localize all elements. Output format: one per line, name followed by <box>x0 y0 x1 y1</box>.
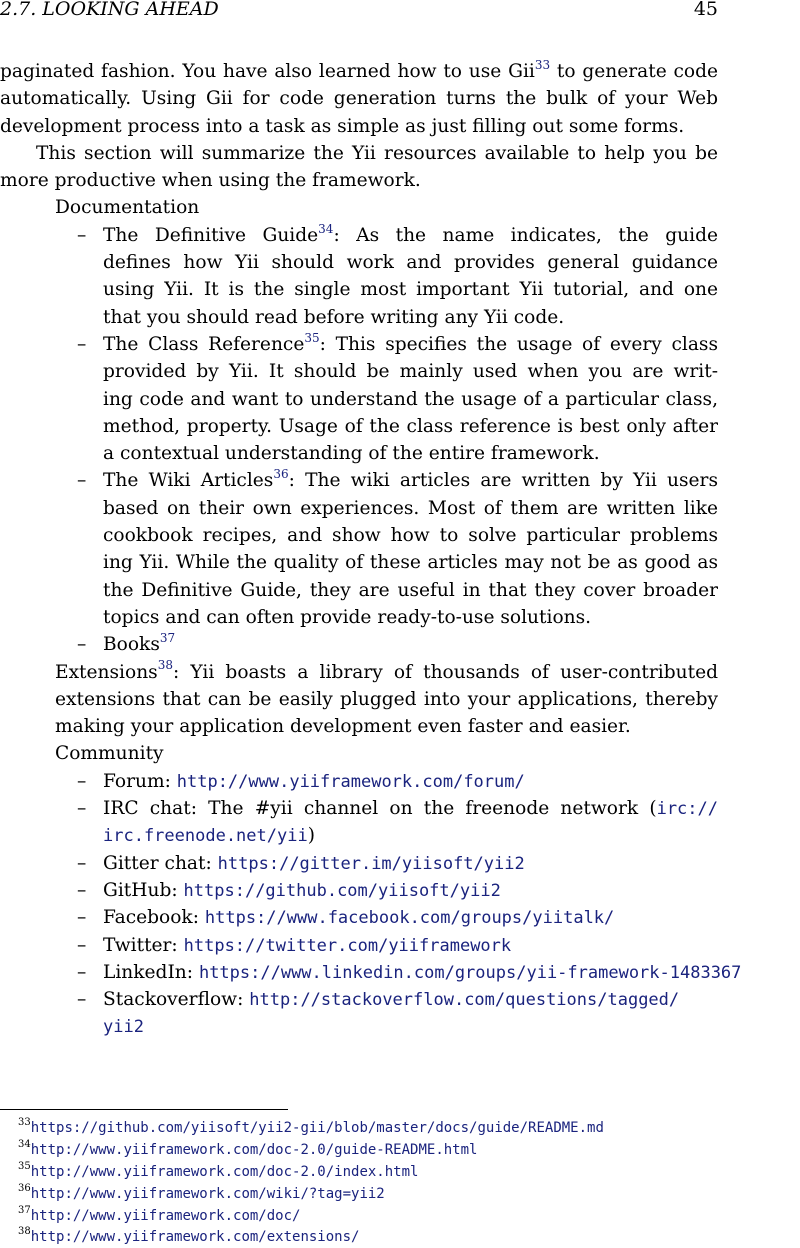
irc-link-continued[interactable]: irc.freenode.net/yii <box>103 826 308 847</box>
documentation-heading: Documentation <box>55 197 200 219</box>
page-header <box>0 0 720 22</box>
forum-link[interactable]: http://www.yiiframework.com/forum/ <box>176 771 525 792</box>
twitter-link[interactable]: https://twitter.com/yiiframework <box>183 935 512 956</box>
footnote-ref-35[interactable]: 35 <box>304 330 320 345</box>
extensions-paragraph: Extensions$^{38}$: Yii boasts a library of thousands of user-contributed extensions that can be easily plugged into your applications, thereby making your application development even faster and easier. <box>55 658 718 738</box>
linkedin-link[interactable]: https://www.linkedin.com/groups/yii-framework-1483367 <box>198 962 742 983</box>
intro-line: more productive when using the framework. <box>0 170 421 192</box>
footnote-ref-36[interactable]: 36 <box>273 467 289 482</box>
footnote-link[interactable]: http://www.yiiframework.com/doc-2.0/guide-README.html <box>30 1142 478 1158</box>
list-dash: – <box>77 333 87 355</box>
footnote-link[interactable]: https://github.com/yiisoft/yii2-gii/blob/master/docs/guide/README.md <box>30 1120 604 1136</box>
footnote-ref-37[interactable]: 37 <box>159 631 176 646</box>
linkedin-item: – LinkedIn: https://www.linkedin.com/groups/yii-framework-1483367 <box>0 959 718 986</box>
list-dash: – <box>77 934 87 956</box>
list-dash: – <box>77 798 87 820</box>
list-dash: – <box>77 470 87 492</box>
github-link[interactable]: https://github.com/yiisoft/yii2 <box>183 880 501 901</box>
gitter-link[interactable]: https://gitter.im/yiisoft/yii2 <box>217 853 525 874</box>
list-dash: – <box>77 961 87 983</box>
footnote-35: $^{35}$http://www.yiiframework.com/doc-2.0/index.html <box>18 1161 419 1180</box>
footnote-33: $^{33}$https://github.com/yiisoft/yii2-gii/blob/master/docs/guide/README.md <box>18 1117 604 1136</box>
running-header-section: 2.7. LOOKING AHEAD <box>0 0 219 20</box>
page-number: 45 <box>693 0 718 20</box>
stackoverflow-link-continued[interactable]: yii2 <box>103 1017 144 1038</box>
forum-item: – Forum: http://www.yiiframework.com/forum/ <box>0 768 718 795</box>
guide-item: – The Definitive Guide$^{34}$: As the name indicates, the guide defines how Yii should work and provides general guidance using Yii. It is the single most important Yii tutorial, and one that you should read before writing any Yii code. <box>77 221 718 328</box>
footnote-37: $^{37}$http://www.yiiframework.com/doc/ <box>18 1205 301 1224</box>
irc-item: – IRC chat: The #yii channel on the freenode network (irc:// irc.freenode.net/yii) <box>0 795 718 850</box>
page-body <box>0 58 742 1041</box>
facebook-item: – Facebook: https://www.facebook.com/groups/yiitalk/ <box>0 904 718 931</box>
footnote-ref-33[interactable]: 33 <box>534 58 551 72</box>
footnote-38: $^{38}$http://www.yiiframework.com/extensions/ <box>18 1226 360 1245</box>
list-dash: – <box>77 634 87 656</box>
intro-line: automatically. Using Gii for code generation turns the bulk of your Web <box>0 88 718 110</box>
books-item: – Books$^{37}$ <box>0 631 718 658</box>
stackoverflow-item: – Stackoverflow: http://stackoverflow.com/questions/tagged/ yii2 <box>0 986 718 1041</box>
footnote-link[interactable]: http://www.yiiframework.com/doc-2.0/index.html <box>30 1164 419 1180</box>
intro-line: This section will summarize the Yii resources available to help you be <box>36 142 718 164</box>
class-reference-item: – The Class Reference$^{35}$: This specifies the usage of every class provided by Yii. It should be mainly used when you are writ- ing code and want to understand the usage of a particular class, method, property. Usage of the class reference is best only after a contextual understanding of the entire framework. <box>77 330 718 465</box>
list-dash: – <box>77 770 87 792</box>
list-dash: – <box>77 989 87 1011</box>
footnote-link[interactable]: http://www.yiiframework.com/doc/ <box>30 1208 301 1224</box>
intro-line: paginated fashion. You have also learned how to use Gii$^{33}$ to generate code <box>0 58 718 82</box>
footnote-36: $^{36}$http://www.yiiframework.com/wiki/?tag=yii2 <box>18 1183 385 1202</box>
facebook-link[interactable]: https://www.facebook.com/groups/yiitalk/ <box>204 908 615 929</box>
community-heading: Community <box>55 743 164 765</box>
list-dash: – <box>77 852 87 874</box>
footnote-34: $^{34}$http://www.yiiframework.com/doc-2.0/guide-README.html <box>18 1139 478 1158</box>
intro-line: development process into a task as simple as just filling out some forms. <box>0 115 685 137</box>
github-item: – GitHub: https://github.com/yiisoft/yii2 <box>0 877 718 904</box>
footnote-link[interactable]: http://www.yiiframework.com/wiki/?tag=yii2 <box>30 1186 385 1202</box>
footnote-ref-34[interactable]: 34 <box>318 221 334 236</box>
list-dash: – <box>77 224 87 246</box>
footnote-link[interactable]: http://www.yiiframework.com/extensions/ <box>30 1229 360 1245</box>
list-dash: – <box>77 879 87 901</box>
twitter-item: – Twitter: https://twitter.com/yiiframework <box>0 932 718 959</box>
footnote-ref-38[interactable]: 38 <box>157 658 173 673</box>
irc-link[interactable]: irc:// <box>656 799 718 820</box>
footnote-rule <box>0 1109 288 1110</box>
wiki-articles-item: – The Wiki Articles$^{36}$: The wiki articles are written by Yii users based on their own experiences. Most of them are written like cookbook recipes, and show how to solve particular problems ing Yii. While the quality of these articles may not be as good as the Definitive Guide, they are useful in that they cover broader topics and can often provide ready-to-use solutions. <box>77 467 718 628</box>
gitter-item: – Gitter chat: https://gitter.im/yiisoft/yii2 <box>0 850 718 877</box>
stackoverflow-link[interactable]: http://stackoverflow.com/questions/tagged/ <box>249 990 680 1011</box>
list-dash: – <box>77 907 87 929</box>
